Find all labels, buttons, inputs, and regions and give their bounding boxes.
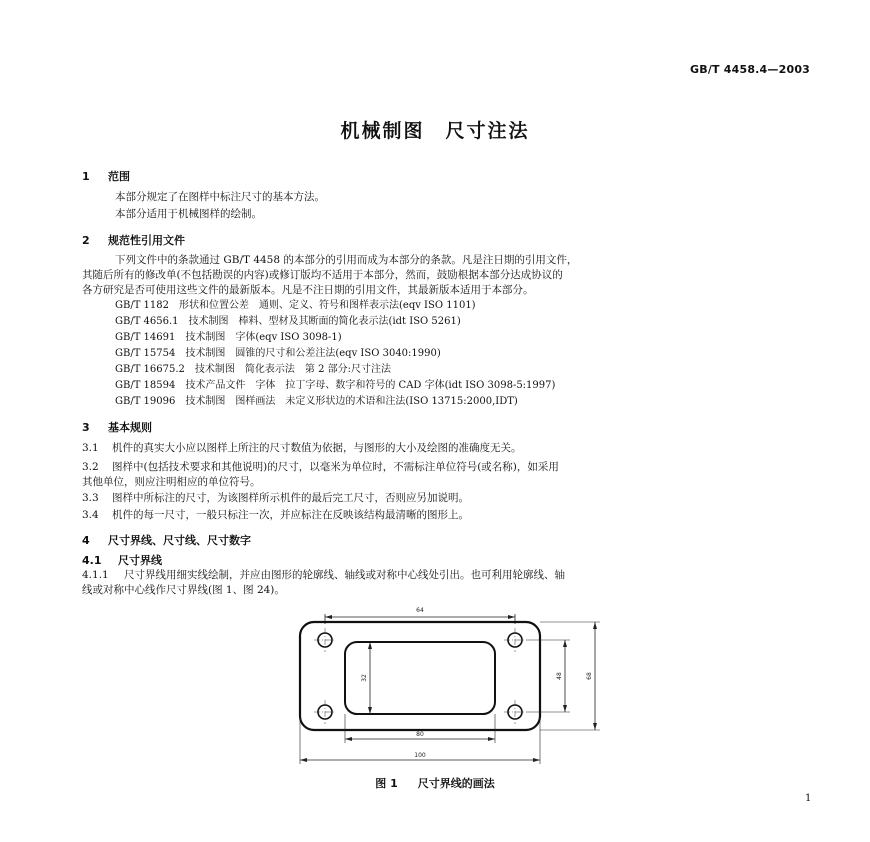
paragraph-line: 线或对称中心线作尺寸界线(图 1、图 24)。 xyxy=(82,584,285,596)
arrowhead xyxy=(325,615,332,619)
clause-number: 3.2 xyxy=(82,461,99,473)
dimension-value-32: 32 xyxy=(361,674,368,682)
figure-1-drawing xyxy=(290,598,610,770)
clause-number: 3.1 xyxy=(82,442,99,454)
reference-item: GB/T 14691 技术制图 字体(eqv ISO 3098-1) xyxy=(115,332,342,343)
reference-item: GB/T 19096 技术制图 图样画法 未定义形状边的术语和注法(ISO 13715:2000,IDT) xyxy=(115,396,518,407)
section-number: 2 xyxy=(82,234,90,247)
arrowhead xyxy=(345,737,352,741)
section-1-heading xyxy=(82,168,130,184)
clause-4-1-1 xyxy=(82,568,565,582)
reference-item: GB/T 16675.2 技术制图 简化表示法 第 2 部分:尺寸注法 xyxy=(115,364,391,375)
figure-title: 尺寸界线的画法 xyxy=(417,777,495,790)
arrowhead xyxy=(593,723,597,730)
reference-item: GB/T 18594 技术产品文件 字体 拉丁字母、数字和符号的 CAD 字体(idt ISO 3098-5:1997) xyxy=(115,380,556,391)
paragraph-line: 其随后所有的修改单(不包括勘误的内容)或修订版均不适用于本部分，然而，鼓励根据本部分达成协议的 xyxy=(82,269,563,281)
arrowhead xyxy=(593,622,597,629)
arrowhead xyxy=(508,615,515,619)
clause-number: 4.1.1 xyxy=(82,569,109,581)
section-number: 3 xyxy=(82,421,90,434)
reference-item: GB/T 15754 技术制图 圆锥的尺寸和公差注法(eqv ISO 3040:1990) xyxy=(115,348,441,359)
dimension-value-64: 64 xyxy=(416,607,424,614)
dimension-value-100: 100 xyxy=(414,752,426,759)
dimension-value-48: 48 xyxy=(556,672,563,680)
clause-3-3 xyxy=(82,491,469,505)
section-number: 4 xyxy=(82,534,90,547)
clause-text: 机件的真实大小应以图样上所注的尺寸数值为依据，与图形的大小及绘图的准确度无关。 xyxy=(112,442,522,454)
paragraph-line: 本部分规定了在图样中标注尺寸的基本方法。 xyxy=(115,191,325,203)
clause-number: 3.4 xyxy=(82,509,99,521)
section-title: 规范性引用文件 xyxy=(108,234,185,247)
paragraph-line: 本部分适用于机械图样的绘制。 xyxy=(115,208,262,220)
clause-number: 3.3 xyxy=(82,492,99,504)
clause-text: 尺寸界线用细实线绘制，并应由图形的轮廓线、轴线或对称中心线处引出。也可利用轮廓线、轴 xyxy=(124,569,565,581)
section-number: 4.1 xyxy=(82,554,102,567)
section-number: 1 xyxy=(82,170,90,183)
clause-text: 图样中(包括技术要求和其他说明)的尺寸，以毫米为单位时，不需标注单位符号(或名称)，如采用 xyxy=(112,461,559,473)
dimension-value-80: 80 xyxy=(416,731,424,738)
clause-3-4 xyxy=(82,508,469,522)
reference-item: GB/T 1182 形状和位置公差 通则、定义、符号和图样表示法(eqv ISO 1101) xyxy=(115,300,476,311)
figure-number: 图 1 xyxy=(375,777,398,790)
arrowhead xyxy=(300,758,307,762)
page-title: 机械制图 尺寸注法 xyxy=(340,120,530,142)
section-title: 基本规则 xyxy=(108,421,152,434)
clause-3-1 xyxy=(82,441,522,455)
section-title: 尺寸界线、尺寸线、尺寸数字 xyxy=(108,534,251,547)
clause-text: 机件的每一尺寸，一般只标注一次，并应标注在反映该结构最清晰的图形上。 xyxy=(112,509,469,521)
arrowhead xyxy=(368,707,372,714)
reference-item: GB/T 4656.1 技术制图 棒料、型材及其断面的简化表示法(idt ISO 5261) xyxy=(115,316,461,327)
subsection-4-1-heading xyxy=(82,552,162,568)
clause-text: 图样中所标注的尺寸，为该图样所示机件的最后完工尺寸，否则应另加说明。 xyxy=(112,492,469,504)
section-2-heading xyxy=(82,232,185,248)
section-title: 范围 xyxy=(108,170,130,183)
page-number: 1 xyxy=(805,793,812,804)
clause-3-2 xyxy=(82,460,559,474)
dimension-value-68: 68 xyxy=(586,672,593,680)
paragraph-line: 其他单位，则应注明相应的单位符号。 xyxy=(82,476,261,488)
arrowhead xyxy=(533,758,540,762)
standard-code: GB/T 4458.4—2003 xyxy=(690,63,811,76)
arrowhead xyxy=(563,640,567,647)
section-3-heading xyxy=(82,419,152,435)
section-4-heading xyxy=(82,532,251,548)
figure-caption xyxy=(0,775,870,791)
section-title: 尺寸界线 xyxy=(118,554,162,567)
arrowhead xyxy=(563,705,567,712)
arrowhead xyxy=(488,737,495,741)
arrowhead xyxy=(368,642,372,649)
paragraph-line: 下列文件中的条款通过 GB/T 4458 的本部分的引用而成为本部分的条款。凡是注日期的引用文件， xyxy=(115,254,578,266)
paragraph-line: 各方研究是否可使用这些文件的最新版本。凡是不注日期的引用文件，其最新版本适用于本部分。 xyxy=(82,284,534,296)
